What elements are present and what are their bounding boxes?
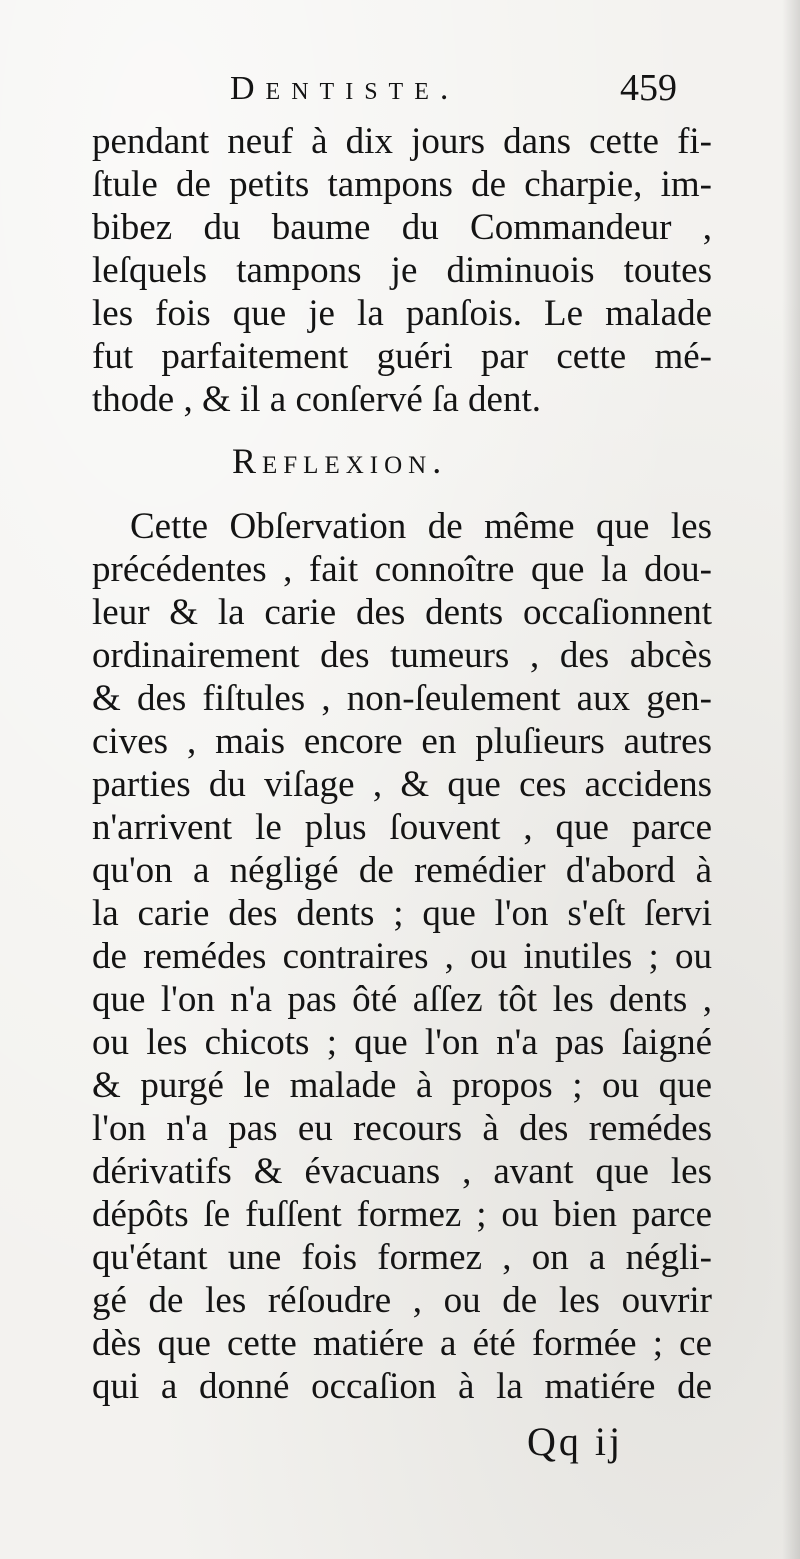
page-number: 459 (620, 67, 677, 109)
section-heading: Reflexion. (232, 441, 448, 481)
text-line: cives , mais encore en pluſieurs autres (92, 721, 712, 762)
text-line: de remédes contraires , ou inutiles ; ou (92, 936, 712, 977)
text-line: la carie des dents ; que l'on s'eſt ſervi (92, 893, 712, 934)
text-line: l'on n'a pas eu recours à des remédes (92, 1108, 712, 1149)
text-line: bibez du baume du Commandeur , (92, 207, 712, 248)
text-line: dépôts ſe fuſſent formez ; ou bien parce (92, 1194, 712, 1235)
text-line: qu'étant une fois formez , on a négli- (92, 1237, 712, 1278)
signature-mark: Qq ij (527, 1419, 624, 1464)
text-line: que l'on n'a pas ôté aſſez tôt les dents , (92, 979, 712, 1020)
text-line: ſtule de petits tampons de charpie, im- (92, 164, 712, 205)
text-line: qu'on a négligé de remédier d'abord à (92, 850, 712, 891)
text-line: qui a donné occaſion à la matiére de (92, 1366, 712, 1407)
text-line: fut parfaitement guéri par cette mé- (92, 336, 712, 377)
text-line: thode , & il a conſervé ſa dent. (92, 379, 541, 420)
text-line: & des fiſtules , non-ſeulement aux gen- (92, 678, 712, 719)
text-line: & purgé le malade à propos ; ou que (92, 1065, 712, 1106)
text-line: gé de les réſoudre , ou de les ouvrir (92, 1280, 712, 1321)
text-line: dès que cette matiére a été formée ; ce (92, 1323, 712, 1364)
text-line: ordinairement des tumeurs , des abcès (92, 635, 712, 676)
page-header (0, 60, 800, 120)
text-line: n'arrivent le plus ſouvent , que parce (92, 807, 712, 848)
text-line: pendant neuf à dix jours dans cette fi- (92, 121, 712, 162)
running-title: Dentiste. (230, 70, 460, 107)
text-line: leur & la carie des dents occaſionnent (92, 592, 712, 633)
text-line: précédentes , fait connoître que la dou- (92, 549, 712, 590)
text-line: les fois que je la panſois. Le malade (92, 293, 712, 334)
text-line: Cette Obſervation de même que les (130, 506, 712, 547)
text-line: leſquels tampons je diminuois toutes (92, 250, 712, 291)
text-line: dérivatifs & évacuans , avant que les (92, 1151, 712, 1192)
text-line: parties du viſage , & que ces accidens (92, 764, 712, 805)
text-line: ou les chicots ; que l'on n'a pas ſaigné (92, 1022, 712, 1063)
